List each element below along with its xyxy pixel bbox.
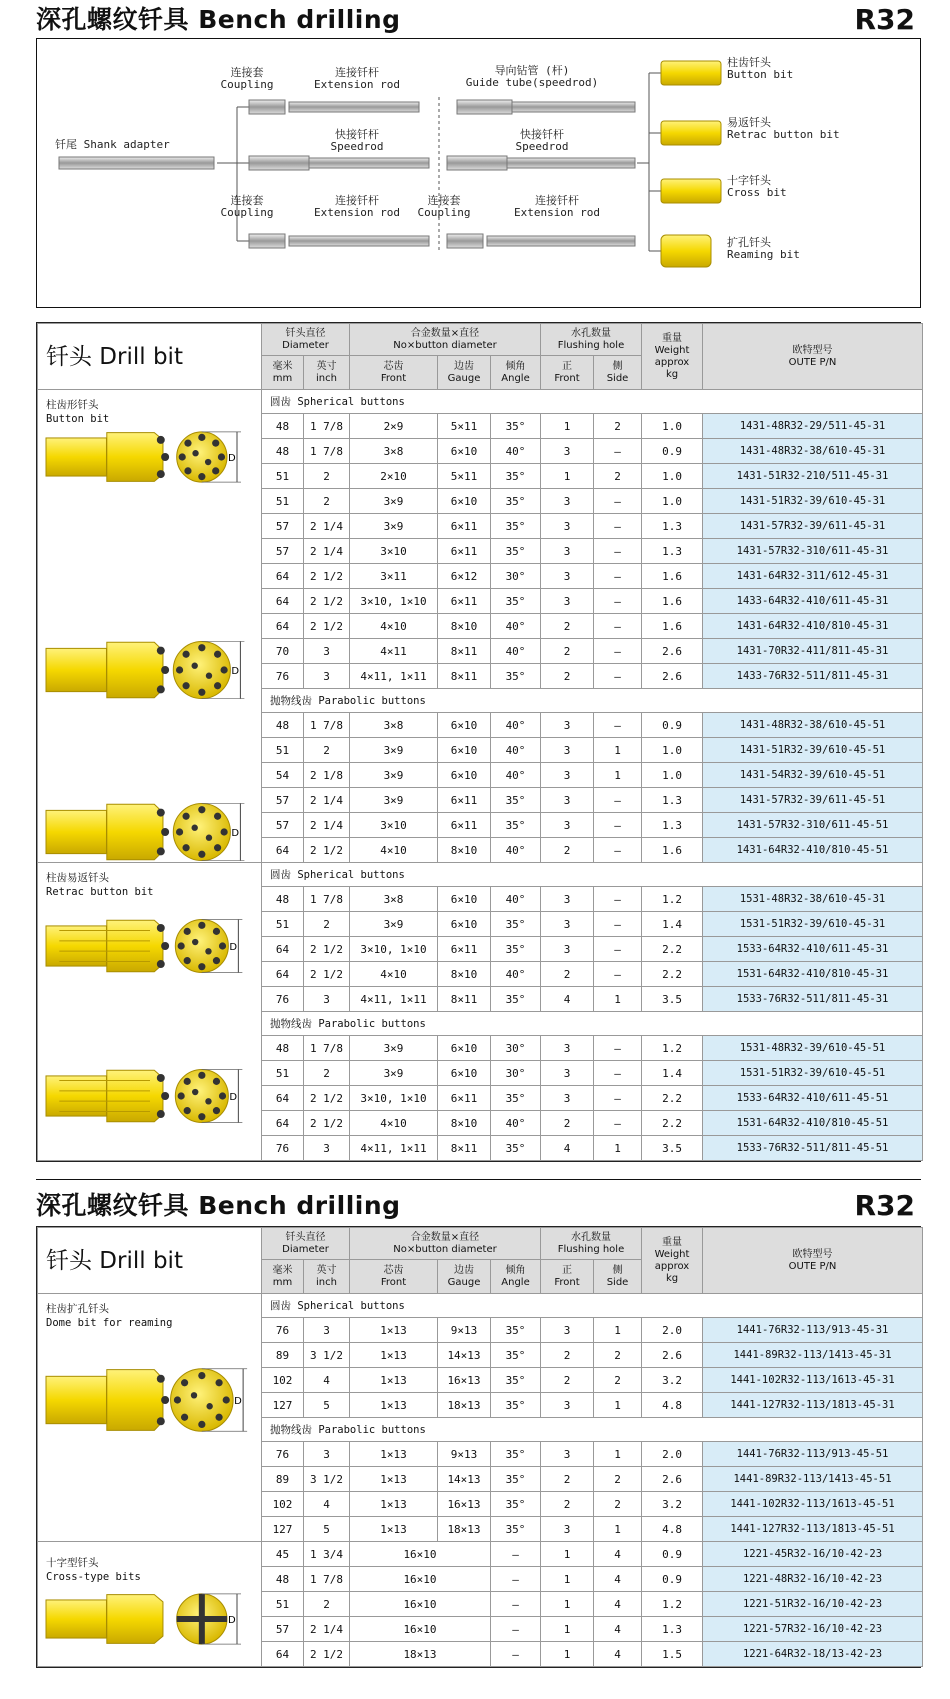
diameter-header: 钎头直径 Diameter — [262, 324, 350, 356]
table-2-body — [38, 1294, 923, 1667]
bit-group-label: 十字型钎头 Cross-type bits — [46, 1557, 141, 1583]
speedrod-label-2: 快接钎杆 Speedrod — [515, 128, 569, 153]
table-row: 89 3 1/2 1×13 14×13 35° 2 2 2.6 1441-89R32-113/1413-45-31 — [38, 1343, 923, 1368]
bit-group-cell — [38, 863, 262, 1161]
alloy-header: 合金数量×直径 No×button diameter — [350, 324, 541, 356]
button-bit-shape — [661, 61, 721, 85]
table-row: 48 1 7/8 16×10 – 1 4 0.9 1221-48R32-16/10-42-23 — [38, 1567, 923, 1592]
svg-text:D: D — [231, 828, 240, 839]
table-row: 51 2 2×10 5×11 35° 1 2 1.0 1431-51R32-210/511-45-31 — [38, 464, 923, 489]
front-header: 芯齿 Front — [350, 356, 438, 390]
table-row: 64 2 1/2 3×10, 1×10 6×11 35° 3 – 2.2 1533-64R32-410/611-45-51 — [38, 1086, 923, 1111]
cross-bit-shape — [661, 179, 721, 203]
svg-text:D: D — [229, 942, 238, 953]
table-row: 48 1 7/8 3×9 6×10 30° 3 – 1.2 1531-48R32-39/610-45-51 — [38, 1036, 923, 1061]
table-row: 64 2 1/2 3×10, 1×10 6×11 35° 3 – 1.6 1433-64R32-410/611-45-31 — [38, 589, 923, 614]
table-row: 102 4 1×13 16×13 35° 2 2 3.2 1441-102R32-113/1613-45-51 — [38, 1492, 923, 1517]
table-row: 57 2 1/4 3×9 6×11 35° 3 – 1.3 1431-57R32-39/611-45-51 — [38, 788, 923, 813]
svg-text:D: D — [234, 1396, 242, 1407]
retrac-bit-image — [42, 1057, 258, 1135]
page2-title: 深孔螺纹钎具 Bench drilling — [36, 1191, 401, 1220]
button-bit-image — [42, 790, 258, 863]
speedrod-label-1: 快接钎杆 Speedrod — [330, 128, 384, 153]
table-title: 钎头 Drill bit — [38, 324, 262, 390]
table-row: 76 3 4×11, 1×11 8×11 35° 2 – 2.6 1433-76R32-511/811-45-31 — [38, 664, 923, 689]
weight-header: 重量 Weight approx kg — [642, 324, 703, 390]
section-row: 柱齿扩孔钎头 Dome bit for reaming D 圆齿 Spherical buttons — [38, 1294, 923, 1318]
extension-label-2: 连接钎杆 Extension rod — [313, 194, 401, 219]
drill-bit-table-1 — [36, 322, 921, 1162]
bit-group-label: 柱齿形钎头 Button bit — [46, 399, 110, 425]
table-row: 57 2 1/4 3×10 6×11 35° 3 – 1.3 1431-57R32-310/611-45-51 — [38, 813, 923, 838]
table-row: 76 3 1×13 9×13 35° 3 1 2.0 1441-76R32-113/913-45-31 — [38, 1318, 923, 1343]
table-row: 64 2 1/2 3×10, 1×10 6×11 35° 3 – 2.2 1533-64R32-410/611-45-31 — [38, 937, 923, 962]
flush-front-header: 正 Front — [541, 356, 594, 390]
table-row: 48 1 7/8 3×8 6×10 40° 3 – 1.2 1531-48R32-38/610-45-31 — [38, 887, 923, 912]
drill-bit-table-2: 钎头 Drill bit 钎头直径 Diameter 合金数量×直径 No×button diameter 水孔数量 Flushing hole 重量 Weight approx kg 欧特型号 OUTE P/N 毫米 mm 英寸 inch 芯齿 Front 边齿 Gauge 倾角 Angle 正 Front 侧 Side 柱齿扩孔钎头 Dome bit for reaming D 圆齿 Spherical buttons 76 3 1×13 9×13 35° 3 1 2.0 1441-76R32-113/913-45-31 89 3 1/2 1×13 14×13 35° 2 2 2.6 1441-89R32-113/1413-45-31 102 4 1×13 16×13 35° 2 2 3.2 1441-102R32-113/1613-45-31 127 5 1×13 18×13 35° 3 1 4.8 1441-127R32-113/1813-45-31 抛物线齿 Parabolic buttons 76 3 1×13 9×13 35° 3 1 2.0 1441-76R32-113/913-45-51 89 3 1/2 1×13 14×13 35° 2 2 2.6 1441-89R32-113/1413-45-51 102 4 1×13 16×13 35° 2 2 3.2 1441-102R32-113/1613-45-51 127 5 1×13 18×13 35° 3 1 4.8 1441-127R32-113/1813-45-51 十字型钎头 Cross-type bits D 45 1 3/4 16×10 – 1 4 0.9 1221-45R32-16/10-42-23 48 1 7/8 16×10 – 1 4 0.9 1221-48R32-16/10-42-23 51 2 16×10 – 1 4 1.2 1221-51R32-16/10-42-23 57 2 1/4 16×10 – 1 4 1.3 1221-57R32-16/10-42-23 64 2 1/2 18×13 – 1 4 1.5 1221-64R32-18/13-42-23 — [36, 1226, 921, 1668]
table-row: 64 2 1/2 4×10 8×10 40° 2 – 1.6 1431-64R32-410/810-45-51 — [38, 838, 923, 863]
shank-adapter-shape — [59, 157, 214, 169]
table-1-body — [38, 390, 923, 1161]
section-row: 柱齿易返钎头 Retrac button bit D D 圆齿 Spherical buttons — [38, 863, 923, 887]
bit-label-retrac: 易返钎头 Retrac button bit — [727, 116, 840, 141]
page2-model-code: R32 — [854, 1189, 915, 1222]
table-row: 64 2 1/2 18×13 – 1 4 1.5 1221-64R32-18/13-42-23 — [38, 1642, 923, 1667]
svg-text:D: D — [228, 453, 236, 464]
cross-bit-image — [42, 1582, 258, 1656]
table-row: 64 2 1/2 4×10 8×10 40° 2 – 1.6 1431-64R32-410/810-45-31 — [38, 614, 923, 639]
section-row: 抛物线齿 Parabolic buttons — [38, 1418, 923, 1442]
section-row: 抛物线齿 Parabolic buttons — [38, 689, 923, 713]
reaming-bit-shape — [661, 235, 711, 267]
button-bit-image — [42, 628, 258, 712]
svg-text:D: D — [228, 1615, 236, 1626]
button-bit-image — [42, 420, 258, 494]
table-row: 51 2 3×9 6×10 35° 3 – 1.4 1531-51R32-39/610-45-31 — [38, 912, 923, 937]
table2-title: 钎头 Drill bit — [38, 1228, 262, 1294]
flush-side-header: 侧 Side — [594, 356, 642, 390]
table-row: 48 1 7/8 3×8 6×10 40° 3 – 0.9 1431-48R32-38/610-45-31 — [38, 439, 923, 464]
table-row: 57 2 1/4 3×10 6×11 35° 3 – 1.3 1431-57R32-310/611-45-31 — [38, 539, 923, 564]
svg-text:D: D — [231, 666, 240, 677]
bit-label-cross: 十字钎头 Cross bit — [727, 174, 787, 199]
table-row: 76 3 1×13 9×13 35° 3 1 2.0 1441-76R32-113/913-45-51 — [38, 1442, 923, 1467]
svg-text:D: D — [229, 1092, 238, 1103]
shank-label: 钎尾 Shank adapter — [55, 138, 170, 151]
table-row: 64 2 1/2 4×10 8×10 40° 2 – 2.2 1531-64R32-410/810-45-51 — [38, 1111, 923, 1136]
bit-label-reaming: 扩孔钎头 Reaming bit — [727, 236, 800, 261]
bit-group-cell — [38, 1542, 262, 1667]
coupling-label-3: 连接套 Coupling — [417, 194, 471, 219]
table-row: 102 4 1×13 16×13 35° 2 2 3.2 1441-102R32-113/1613-45-31 — [38, 1368, 923, 1393]
pn-header: 欧特型号 OUTE P/N — [703, 324, 923, 390]
section-row: 柱齿形钎头 Button bit D D D 圆齿 Spherical buttons — [38, 390, 923, 414]
table-row: 51 2 3×9 6×10 40° 3 1 1.0 1431-51R32-39/610-45-51 — [38, 738, 923, 763]
angle-header: 倾角 Angle — [491, 356, 541, 390]
table-row: 76 3 4×11, 1×11 8×11 35° 4 1 3.5 1533-76R32-511/811-45-51 — [38, 1136, 923, 1161]
drill-string-diagram — [36, 38, 921, 308]
separator-line — [36, 1179, 921, 1180]
mm-header: 毫米 mm — [262, 356, 304, 390]
bit-group-cell — [38, 390, 262, 863]
retrac-bit-shape — [661, 121, 721, 145]
table-row: 76 3 4×11, 1×11 8×11 35° 4 1 3.5 1533-76R32-511/811-45-31 — [38, 987, 923, 1012]
table-row: 48 1 7/8 2×9 5×11 35° 1 2 1.0 1431-48R32-29/511-45-31 — [38, 414, 923, 439]
bit-label-button: 柱齿钎头 Button bit — [727, 56, 794, 81]
section-row: 抛物线齿 Parabolic buttons — [38, 1012, 923, 1036]
table-row: 51 2 3×9 6×10 30° 3 – 1.4 1531-51R32-39/610-45-51 — [38, 1061, 923, 1086]
table-row: 127 5 1×13 18×13 35° 3 1 4.8 1441-127R32-113/1813-45-51 — [38, 1517, 923, 1542]
table-row: 51 2 3×9 6×10 35° 3 – 1.0 1431-51R32-39/610-45-31 — [38, 489, 923, 514]
extension-label-1: 连接钎杆 Extension rod — [313, 66, 401, 91]
table-row: 57 2 1/4 3×9 6×11 35° 3 – 1.3 1431-57R32-39/611-45-31 — [38, 514, 923, 539]
coupling-label-1: 连接套 Coupling — [220, 66, 274, 91]
table-row: 十字型钎头 Cross-type bits D 45 1 3/4 16×10 – 1 4 0.9 1221-45R32-16/10-42-23 — [38, 1542, 923, 1567]
table-row: 89 3 1/2 1×13 14×13 35° 2 2 2.6 1441-89R32-113/1413-45-51 — [38, 1467, 923, 1492]
flushing-header: 水孔数量 Flushing hole — [541, 324, 642, 356]
gauge-header: 边齿 Gauge — [438, 356, 491, 390]
extension-label-3: 连接钎杆 Extension rod — [513, 194, 601, 219]
page2-header — [36, 1186, 921, 1222]
bit-group-cell — [38, 1294, 262, 1542]
table-row: 48 1 7/8 3×8 6×10 40° 3 – 0.9 1431-48R32-38/610-45-51 — [38, 713, 923, 738]
page-title: 深孔螺纹钎具 Bench drilling — [36, 5, 401, 34]
table-row: 57 2 1/4 16×10 – 1 4 1.3 1221-57R32-16/10-42-23 — [38, 1617, 923, 1642]
page1-header — [36, 0, 921, 36]
table-row: 64 2 1/2 4×10 8×10 40° 2 – 2.2 1531-64R32-410/810-45-31 — [38, 962, 923, 987]
table-row: 51 2 16×10 – 1 4 1.2 1221-51R32-16/10-42-23 — [38, 1592, 923, 1617]
bit-group-label: 柱齿易返钎头 Retrac button bit — [46, 872, 154, 898]
table-row: 127 5 1×13 18×13 35° 3 1 4.8 1441-127R32-113/1813-45-31 — [38, 1393, 923, 1418]
table-row: 70 3 4×11 8×11 40° 2 – 2.6 1431-70R32-411/811-45-31 — [38, 639, 923, 664]
bit-group-label: 柱齿扩孔钎头 Dome bit for reaming — [46, 1303, 173, 1329]
retrac-bit-image — [42, 907, 258, 985]
model-code: R32 — [854, 3, 915, 36]
guide-tube-label: 导向钻管 (杆) Guide tube(speedrod) — [465, 64, 599, 89]
table-row: 64 2 1/2 3×11 6×12 30° 3 – 1.6 1431-64R32-311/612-45-31 — [38, 564, 923, 589]
coupling-label-2: 连接套 Coupling — [220, 194, 274, 219]
dome-bit-image — [42, 1354, 258, 1446]
inch-header: 英寸 inch — [304, 356, 350, 390]
table-row: 54 2 1/8 3×9 6×10 40° 3 1 1.0 1431-54R32-39/610-45-51 — [38, 763, 923, 788]
